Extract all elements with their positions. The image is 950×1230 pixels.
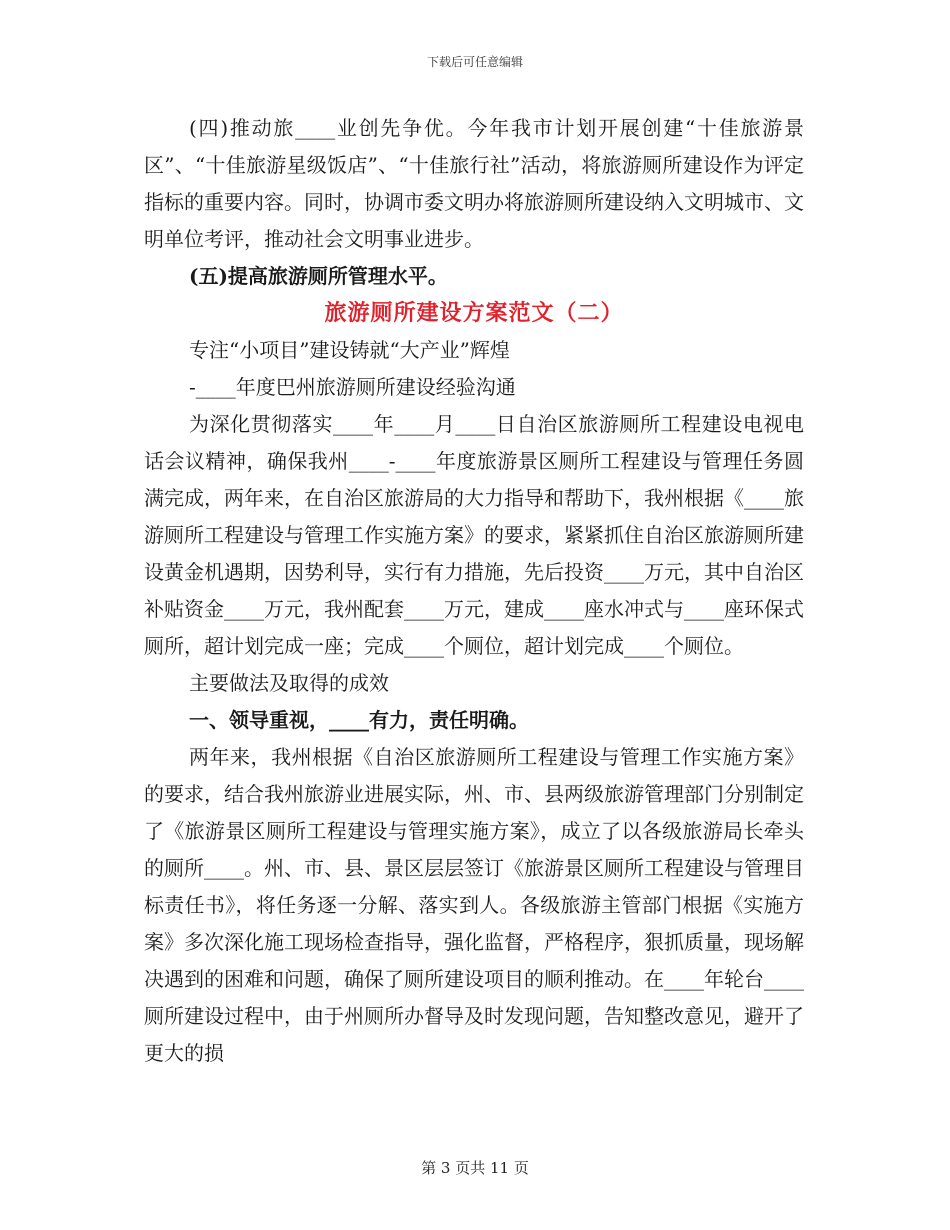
page-header: 下载后可任意编辑 (426, 55, 523, 69)
paragraph-four: (四)推动旅____业创先争优。今年我市计划开展创建“十佳旅游景区”、“十佳旅游星级饭店”、“十佳旅行社”活动，将旅游厕所建设作为评定指标的重要内容。同时，协调市委文明办将旅游厕所建设纳入文明城市、文明单位考评，推动社会文明事业进步。 (144, 116, 804, 251)
section-one-heading: 一、领导重视，____有力，责任明确。 (189, 708, 529, 732)
intro-paragraph: 为深化贯彻落实____年____月____日自治区旅游厕所工程建设电视电话会议精神，确保我州____-____年度旅游景区厕所工程建设与管理任务圆满完成，两年来，在自治区旅游局的大力指导和帮助下，我州根据《____旅游厕所工程建设与管理工作实施方案》的要求，紧紧抓住自治区旅游厕所建设黄金机遇期，因势利导，实行有力措施，先后投资____万元，其中自治区补贴资金____万元，我州配套____万元，建成____座水冲式与____座环保式厕所，超计划完成一座；完成____个厕位，超计划完成____个厕位。 (144, 412, 804, 658)
subtitle-line: 专注“小项目”建设铸就“大产业”辉煌 (189, 338, 510, 362)
practices-heading: 主要做法及取得的成效 (189, 671, 389, 695)
subtitle-year-line: -____年度巴州旅游厕所建设经验沟通 (189, 375, 516, 399)
paragraph-five-heading: (五)提高旅游厕所管理水平。 (189, 264, 448, 288)
document-body (144, 110, 804, 1072)
section-one-paragraph: 两年来，我州根据《自治区旅游厕所工程建设与管理工作实施方案》的要求，结合我州旅游业进展实际，州、市、县两级旅游管理部门分别制定了《旅游景区厕所工程建设与管理实施方案》，成立了以各级旅游局长牵头的厕所____。州、市、县、景区层层签订《旅游景区厕所工程建设与管理目标责任书》，将任务逐一分解、落实到人。各级旅游主管部门根据《实施方案》多次深化施工现场检查指导，强化监督，严格程序，狠抓质量，现场解决遇到的困难和问题，确保了厕所建设项目的顺利推动。在____年轮台____厕所建设过程中，由于州厕所办督导及时发现问题，告知整改意见，避开了更大的损 (144, 745, 804, 1065)
page-footer: 第 3 页共 11 页 (421, 1159, 529, 1177)
section-title: 旅游厕所建设方案范文（二） (324, 300, 624, 326)
